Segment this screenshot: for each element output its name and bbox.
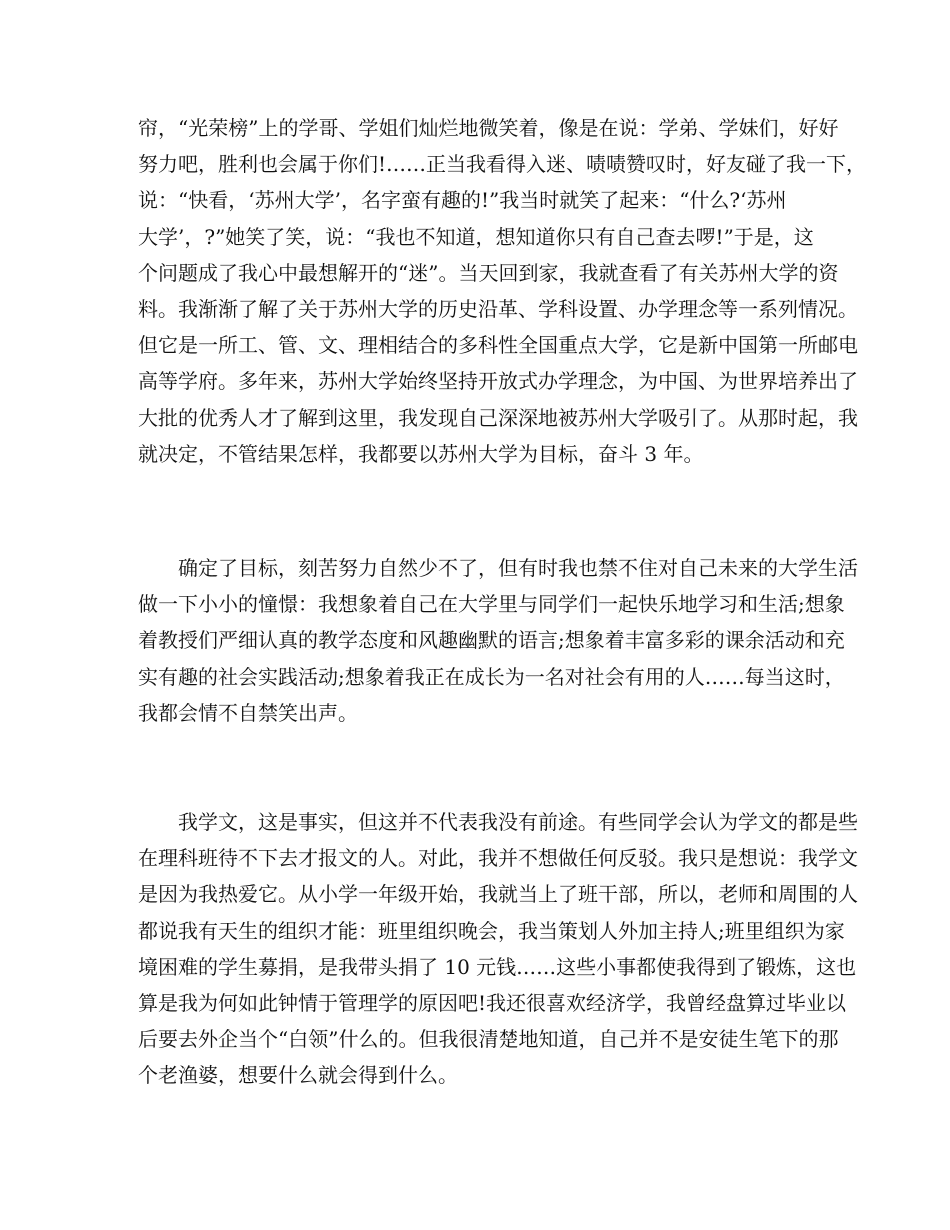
text-line: 后要去外企当个“白领”什么的。但我很清楚地知道，自己并不是安徒生笔下的那 <box>138 1027 839 1052</box>
text-line: 确定了目标，刻苦努力自然少不了，但有时我也禁不住对自己未来的大学生活 <box>178 556 858 580</box>
text-line: 实有趣的社会实践活动;想象着我正在成长为一名对社会有用的人……每当这时， <box>138 664 845 689</box>
text-line: 高等学府。多年来，苏州大学始终坚持开放式办学理念，为中国、为世界培养出了 <box>138 369 858 394</box>
text-line: 说：“快看，‘苏州大学’，名字蛮有趣的!”我当时就笑了起来：“什么?‘苏州 <box>138 188 787 213</box>
text-line: 大学’，?”她笑了笑，说：“我也不知道，想知道你只有自己查去啰!”于是，这 <box>138 224 814 249</box>
paragraph-3 <box>138 804 858 1094</box>
text-line: 大批的优秀人才了解到这里，我发现自己深深地被苏州大学吸引了。从那时起，我 <box>138 405 858 430</box>
text-line: 是因为我热爱它。从小学一年级开始，我就当上了班干部，所以，老师和周围的人 <box>138 882 858 907</box>
text-line: 我学文，这是事实，但这并不代表我没有前途。有些同学会认为学文的都是些 <box>178 810 858 834</box>
text-line: 就决定，不管结果怎样，我都要以苏州大学为目标，奋斗 3 年。 <box>138 441 704 466</box>
text-line: 个问题成了我心中最想解开的“迷”。当天回到家，我就查看了有关苏州大学的资 <box>138 260 839 285</box>
text-line: 在理科班待不下去才报文的人。对此，我并不想做任何反驳。我只是想说：我学文 <box>138 846 858 871</box>
text-line: 我都会情不自禁笑出声。 <box>138 700 358 725</box>
text-line: 都说我有天生的组织才能：班里组织晚会，我当策划人外加主持人;班里组织为家 <box>138 918 845 943</box>
text-line: 算是我为何如此钟情于管理学的原因吧!我还很喜欢经济学，我曾经盘算过毕业以 <box>138 990 847 1015</box>
text-line: 境困难的学生募捐，是我带头捐了 10 元钱……这些小事都使我得到了锻炼，这也 <box>138 954 857 979</box>
paragraph-2 <box>138 550 858 731</box>
text-line: 个老渔婆，想要什么就会得到什么。 <box>138 1063 458 1088</box>
text-line: 做一下小小的憧憬：我想象着自己在大学里与同学们一起快乐地学习和生活;想象 <box>138 592 845 617</box>
text-line: 但它是一所工、管、文、理相结合的多科性全国重点大学，它是新中国第一所邮电 <box>138 333 858 358</box>
text-line: 努力吧，胜利也会属于你们!……正当我看得入迷、啧啧赞叹时，好友碰了我一下， <box>138 152 867 177</box>
text-line: 着教授们严细认真的教学态度和风趣幽默的语言;想象着丰富多彩的课余活动和充 <box>138 628 845 653</box>
paragraph-1 <box>138 110 867 472</box>
text-line: 帘，“光荣榜”上的学哥、学姐们灿烂地微笑着，像是在说：学弟、学妹们，好好 <box>138 116 839 140</box>
text-line: 料。我渐渐了解了关于苏州大学的历史沿革、学科设置、办学理念等一系列情况。 <box>138 296 858 321</box>
